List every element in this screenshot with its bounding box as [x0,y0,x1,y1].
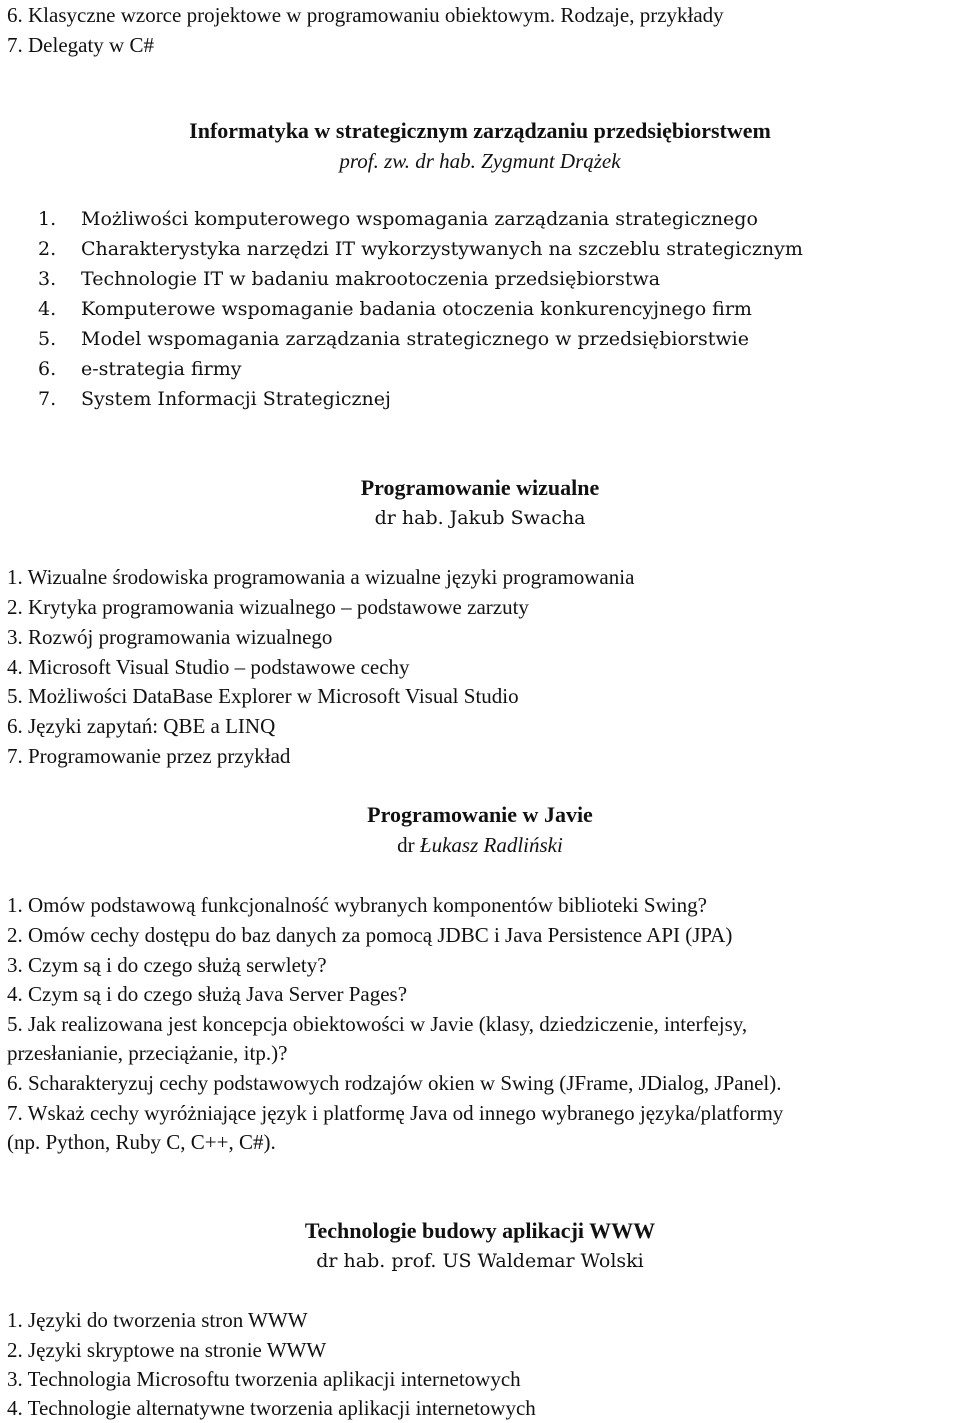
list-item: 5. Możliwości DataBase Explorer w Microsoft Visual Studio [7,684,519,708]
list-item: 4. Komputerowe wspomaganie badania otoczenia konkurencyjnego firm [38,298,752,320]
list-item: 3. Technologie IT w badaniu makrootoczenia przedsiębiorstwa [38,268,661,290]
lecturer-wolski: dr hab. prof. US Waldemar Wolski [316,1250,644,1272]
list-item: 4. Technologie alternatywne tworzenia aplikacji internetowych [7,1396,536,1420]
list-item: 6. Języki zapytań: QBE a LINQ [7,714,276,738]
section-title-informatyka: Informatyka w strategicznym zarządzaniu przedsiębiorstwem [189,118,771,143]
list-item: 3. Czym są i do czego służą serwlety? [7,953,327,977]
list-item: 1. Omów podstawową funkcjonalność wybranych komponentów biblioteki Swing? [7,893,707,917]
list-item-continued: (np. Python, Ruby C, C++, C#). [7,1130,276,1154]
section-title-programowanie-w-javie: Programowanie w Javie [367,802,593,827]
list-item: 1. Wizualne środowiska programowania a wizualne języki programowania [7,565,635,589]
list-item: 4. Microsoft Visual Studio – podstawowe cechy [7,655,410,679]
list-item: 7. Wskaż cechy wyróżniające język i platformę Java od innego wybranego języka/platformy [7,1101,784,1125]
list-item: 5. Model wspomagania zarządzania strategicznego w przedsiębiorstwie [38,328,749,350]
list-item: 5. Jak realizowana jest koncepcja obiektowości w Javie (klasy, dziedziczenie, interfejsy, [7,1012,748,1036]
list-item: 2. Omów cechy dostępu do baz danych za pomocą JDBC i Java Persistence API (JPA) [7,923,733,947]
list-item: 2. Języki skryptowe na stronie WWW [7,1338,327,1362]
top-line-6: 6. Klasyczne wzorce projektowe w programowaniu obiektowym. Rodzaje, przykłady [7,3,724,27]
list-item: 2. Krytyka programowania wizualnego – podstawowe zarzuty [7,595,529,619]
list-item: 3. Technologia Microsoftu tworzenia aplikacji internetowych [7,1367,521,1391]
list-item: 4. Czym są i do czego służą Java Server Pages? [7,982,408,1006]
section-title-programowanie-wizualne: Programowanie wizualne [360,475,600,500]
list-item: 1. Języki do tworzenia stron WWW [7,1308,308,1332]
list-item: 7. Programowanie przez przykład [7,744,291,768]
lecturer-swacha: dr hab. Jakub Swacha [374,507,586,529]
list-item-continued: przesłanianie, przeciążanie, itp.)? [7,1041,288,1065]
section-title-technologie-www: Technologie budowy aplikacji WWW [304,1218,656,1243]
list-item: 1. Możliwości komputerowego wspomagania zarządzania strategicznego [38,208,758,230]
lecturer-drazek: prof. zw. dr hab. Zygmunt Drążek [339,149,621,173]
top-line-7: 7. Delegaty w C# [7,33,154,57]
list-item: 7. System Informacji Strategicznej [38,388,391,410]
list-item: 3. Rozwój programowania wizualnego [7,625,333,649]
list-item: 6. e-strategia firmy [38,358,242,380]
list-item: 2. Charakterystyka narzędzi IT wykorzystywanych na szczeblu strategicznym [38,238,803,260]
list-item: 6. Scharakteryzuj cechy podstawowych rodzajów okien w Swing (JFrame, JDialog, JPanel). [7,1071,782,1095]
lecturer-radlinski: dr Łukasz Radliński [397,833,563,857]
